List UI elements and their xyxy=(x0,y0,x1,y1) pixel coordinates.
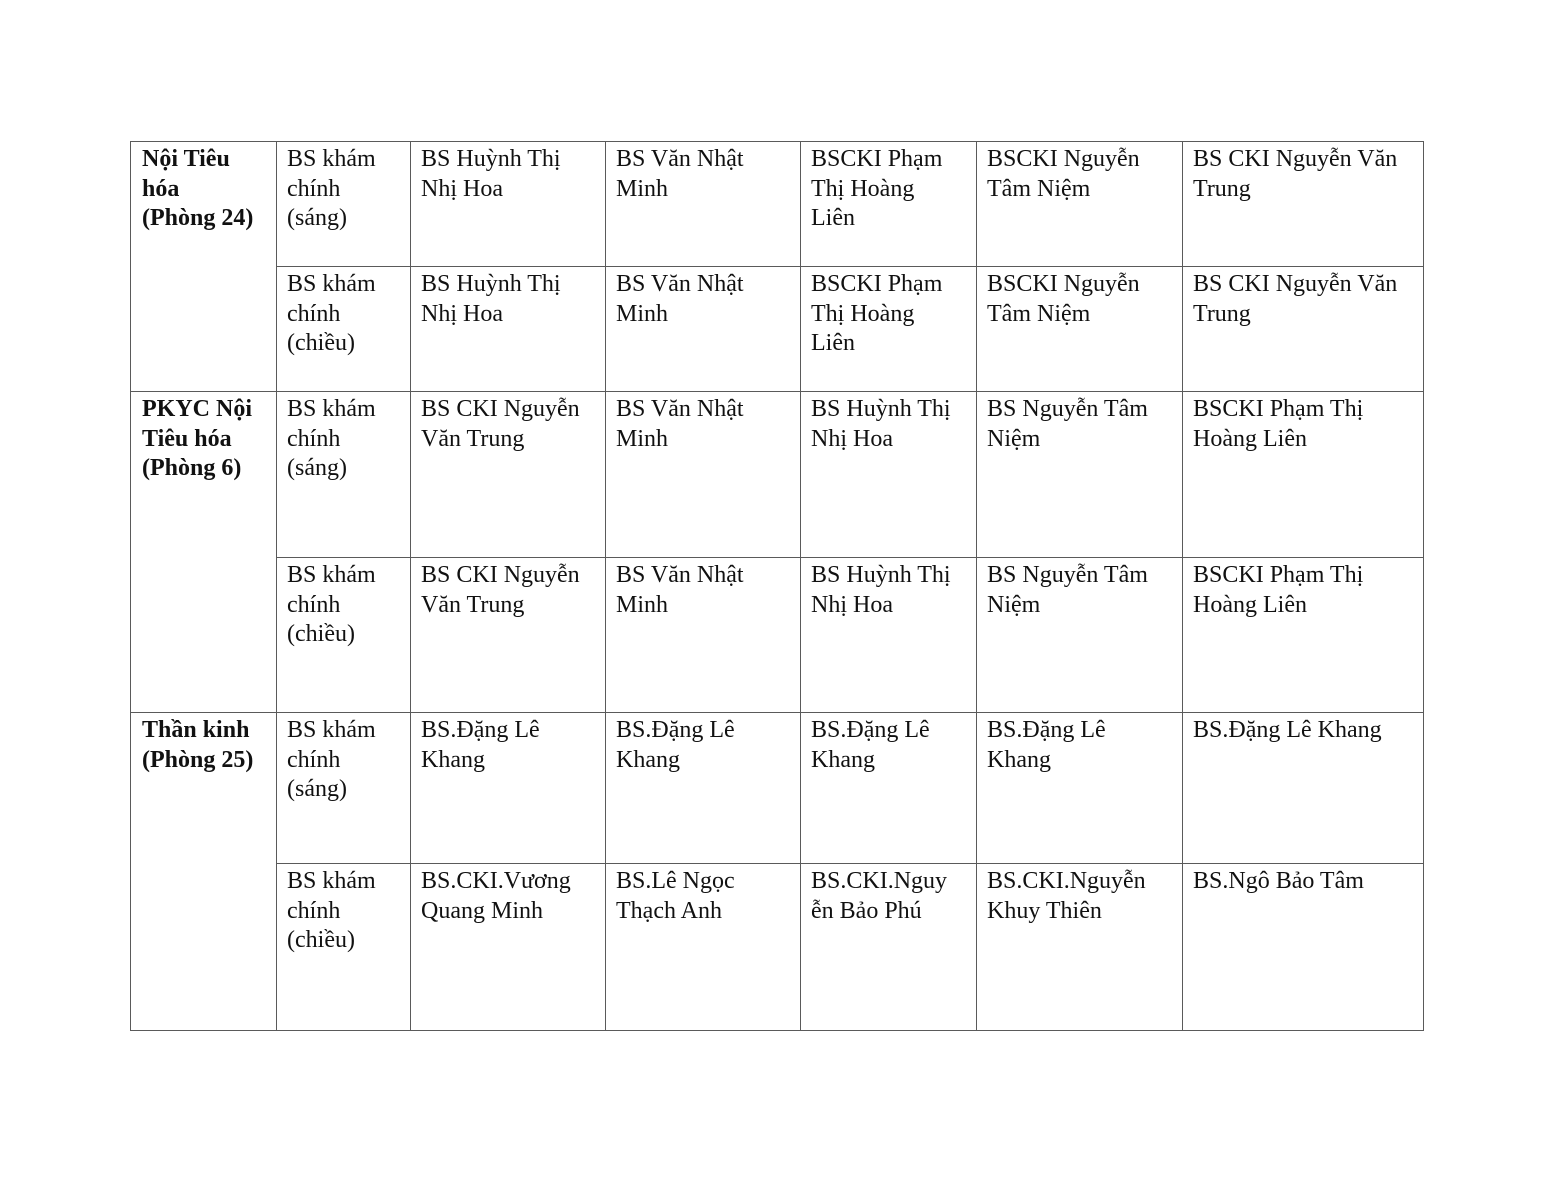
doctor-cell: BS CKI Nguyễn Văn Trung xyxy=(411,558,606,713)
schedule-row xyxy=(131,864,1424,1031)
doctor-cell: BSCKI Nguyễn Tâm Niệm xyxy=(977,267,1183,392)
doctor-cell: BS.Đặng Lê Khang xyxy=(606,713,801,864)
department-cell: Nội Tiêu hóa (Phòng 24) xyxy=(131,142,277,392)
schedule-row xyxy=(131,267,1424,392)
doctor-cell: BS.Đặng Lê Khang xyxy=(1183,713,1424,864)
doctor-cell: BS Văn Nhật Minh xyxy=(606,267,801,392)
doctor-cell: BS.CKI.Vương Quang Minh xyxy=(411,864,606,1031)
doctor-cell: BS Nguyễn Tâm Niệm xyxy=(977,392,1183,558)
schedule-row xyxy=(131,558,1424,713)
shift-role-cell: BS khám chính (sáng) xyxy=(277,392,411,558)
shift-role-cell: BS khám chính (sáng) xyxy=(277,142,411,267)
doctor-cell: BS.Ngô Bảo Tâm xyxy=(1183,864,1424,1031)
shift-role-cell: BS khám chính (chiều) xyxy=(277,864,411,1031)
doctor-cell: BS CKI Nguyễn Văn Trung xyxy=(1183,267,1424,392)
department-cell: Thần kinh (Phòng 25) xyxy=(131,713,277,1031)
doctor-cell: BS Văn Nhật Minh xyxy=(606,142,801,267)
doctor-cell: BS.Đặng Lê Khang xyxy=(411,713,606,864)
doctor-cell: BS.CKI.Nguyễn Khuy Thiên xyxy=(977,864,1183,1031)
schedule-row xyxy=(131,713,1424,864)
department-cell: PKYC Nội Tiêu hóa (Phòng 6) xyxy=(131,392,277,713)
doctor-cell: BS Văn Nhật Minh xyxy=(606,392,801,558)
doctor-cell: BS.Đặng Lê Khang xyxy=(977,713,1183,864)
doctor-cell: BSCKI Phạm Thị Hoàng Liên xyxy=(1183,558,1424,713)
doctor-cell: BS Huỳnh Thị Nhị Hoa xyxy=(411,142,606,267)
doctor-schedule-table xyxy=(130,141,1424,1031)
doctor-cell: BS Văn Nhật Minh xyxy=(606,558,801,713)
doctor-cell: BSCKI Nguyễn Tâm Niệm xyxy=(977,142,1183,267)
doctor-cell: BS.CKI.Nguy ễn Bảo Phú xyxy=(801,864,977,1031)
doctor-cell: BS CKI Nguyễn Văn Trung xyxy=(1183,142,1424,267)
schedule-row xyxy=(131,142,1424,267)
doctor-cell: BS.Lê Ngọc Thạch Anh xyxy=(606,864,801,1031)
doctor-cell: BS Huỳnh Thị Nhị Hoa xyxy=(801,392,977,558)
shift-role-cell: BS khám chính (chiều) xyxy=(277,558,411,713)
doctor-cell: BS CKI Nguyễn Văn Trung xyxy=(411,392,606,558)
schedule-row xyxy=(131,392,1424,558)
doctor-cell: BS Nguyễn Tâm Niệm xyxy=(977,558,1183,713)
doctor-cell: BS.Đặng Lê Khang xyxy=(801,713,977,864)
doctor-cell: BSCKI Phạm Thị Hoàng Liên xyxy=(801,267,977,392)
doctor-cell: BSCKI Phạm Thị Hoàng Liên xyxy=(801,142,977,267)
doctor-cell: BSCKI Phạm Thị Hoàng Liên xyxy=(1183,392,1424,558)
doctor-cell: BS Huỳnh Thị Nhị Hoa xyxy=(801,558,977,713)
shift-role-cell: BS khám chính (chiều) xyxy=(277,267,411,392)
doctor-cell: BS Huỳnh Thị Nhị Hoa xyxy=(411,267,606,392)
shift-role-cell: BS khám chính (sáng) xyxy=(277,713,411,864)
